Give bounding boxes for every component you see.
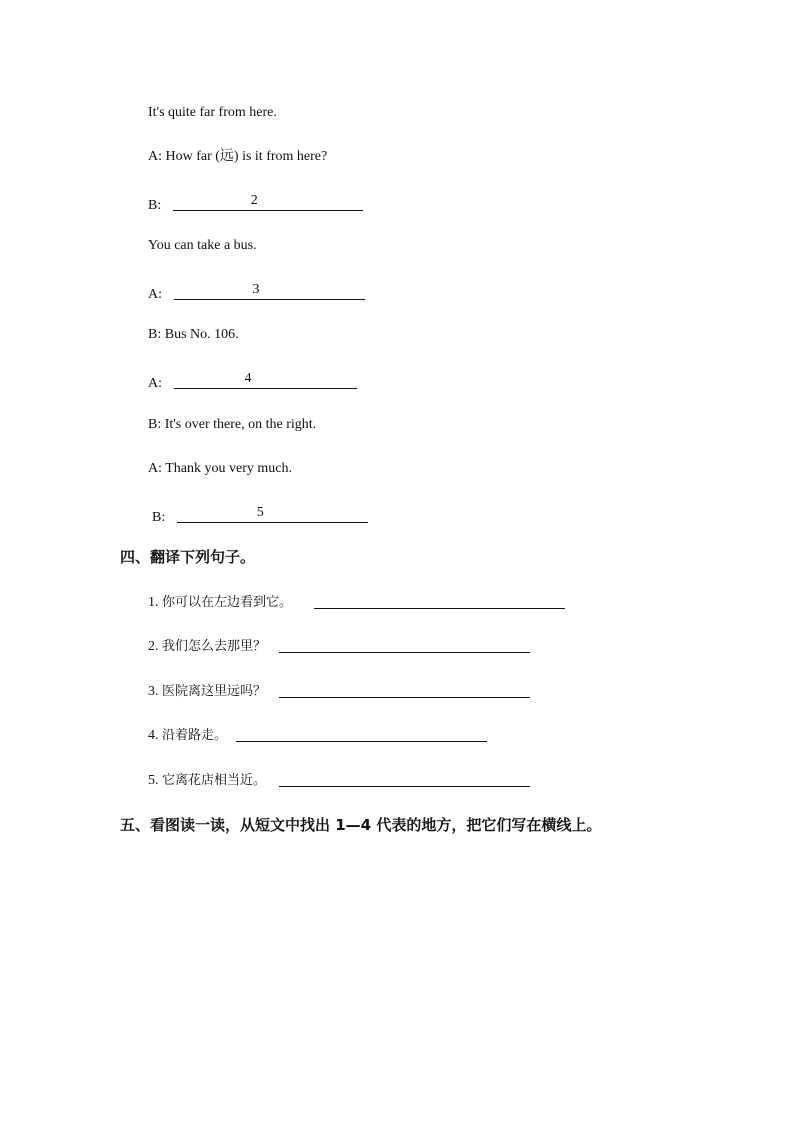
dialogue-line-far: It's quite far from here.	[148, 105, 277, 120]
blank-number: 3	[252, 282, 260, 297]
answer-blank-5[interactable]	[177, 505, 368, 521]
answer-blank-3[interactable]	[174, 282, 365, 298]
section-4-heading: 四、翻译下列句子。	[120, 548, 256, 566]
dialogue-blank-2	[148, 193, 363, 215]
speaker-label: A:	[148, 287, 162, 302]
answer-line-4[interactable]	[236, 741, 487, 742]
translate-item-4	[148, 727, 227, 745]
translate-item-2	[148, 638, 266, 656]
item-text: 医院离这里远吗？	[162, 684, 267, 699]
blank-number: 2	[250, 193, 258, 208]
dialogue-line-over-there: B: It's over there, on the right.	[148, 417, 317, 432]
speaker-label: B:	[148, 198, 162, 213]
item-number: 1.	[148, 595, 159, 610]
answer-blank-4[interactable]	[174, 371, 357, 387]
answer-line-1[interactable]	[314, 608, 565, 609]
answer-blank-2[interactable]	[173, 193, 363, 209]
answer-line-3[interactable]	[279, 697, 530, 698]
item-number: 3.	[148, 684, 159, 699]
dialogue-line-how-far: A: How far (远) is it from here?	[148, 149, 328, 164]
speaker-label: A:	[148, 376, 162, 391]
section-5-heading: 五、看图读一读，从短文中找出 1—4 代表的地方，把它们写在横线上。	[120, 816, 602, 834]
item-text: 沿着路走。	[162, 728, 228, 743]
translate-item-5	[148, 772, 266, 790]
dialogue-blank-3	[148, 282, 365, 304]
speaker-label: B:	[152, 510, 166, 525]
dialogue-line-bus: You can take a bus.	[148, 238, 257, 253]
dialogue-line-bus-no: B: Bus No. 106.	[148, 327, 239, 342]
item-number: 4.	[148, 728, 159, 743]
dialogue-blank-4	[148, 371, 357, 393]
blank-number: 4	[244, 371, 252, 386]
blank-number: 5	[256, 505, 264, 520]
dialogue-blank-5	[152, 505, 368, 527]
item-number: 5.	[148, 773, 159, 788]
item-text: 你可以在左边看到它。	[162, 595, 293, 610]
item-text: 我们怎么去那里？	[162, 639, 267, 654]
item-number: 2.	[148, 639, 159, 654]
translate-item-1	[148, 594, 292, 612]
answer-line-5[interactable]	[279, 786, 530, 787]
dialogue-line-thank-you: A: Thank you very much.	[148, 461, 292, 476]
translate-item-3	[148, 683, 266, 701]
answer-line-2[interactable]	[279, 652, 530, 653]
item-text: 它离花店相当近。	[162, 773, 267, 788]
